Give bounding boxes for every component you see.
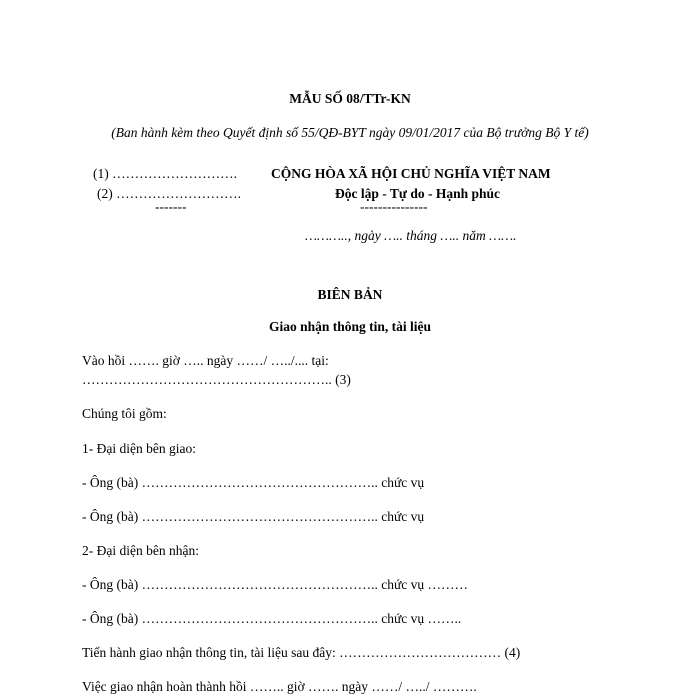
place-line: ……………………………………………….. (3) (82, 372, 351, 387)
form-code: MẪU SỐ 08/TTr-KN (289, 91, 411, 106)
agency-line-1: (1) ………………………. (93, 166, 237, 181)
agency-line-2: (2) ………………………. (97, 186, 241, 201)
date-line: ……….., ngày ….. tháng ….. năm ……. (305, 228, 517, 243)
we-include: Chúng tôi gồm: (82, 406, 167, 421)
agency-divider: ------- (155, 199, 187, 214)
issued-note: (Ban hành kèm theo Quyết định số 55/QĐ-BYT ngày 09/01/2017 của Bộ trưởng Bộ Y tế) (111, 125, 589, 140)
republic-name: CỘNG HÒA XÃ HỘI CHỦ NGHĨA VIỆT NAM (271, 166, 551, 181)
receiver-person-1: - Ông (bà) …………………………………………….. chức vụ ……… (82, 577, 469, 592)
completion-line: Việc giao nhận hoàn thành hồi …….. giờ ……. ngày ……/ …../ ………. (82, 679, 477, 694)
giver-person-1: - Ông (bà) …………………………………………….. chức vụ (82, 475, 425, 490)
document-subtitle: Giao nhận thông tin, tài liệu (268, 319, 432, 334)
motto-divider: --------------- (360, 199, 428, 214)
document-title: BIÊN BẢN (317, 287, 383, 302)
receiver-heading: 2- Đại diện bên nhận: (82, 543, 199, 558)
receiver-person-2: - Ông (bà) …………………………………………….. chức vụ …….. (82, 611, 462, 626)
giver-heading: 1- Đại diện bên giao: (82, 441, 196, 456)
proceed-line: Tiến hành giao nhận thông tin, tài liệu sau đây: ……………………………… (4) (82, 645, 521, 660)
national-motto: Độc lập - Tự do - Hạnh phúc (335, 186, 501, 201)
time-line: Vào hồi ……. giờ ….. ngày ……/ …../.... tại: (82, 353, 329, 368)
giver-person-2: - Ông (bà) …………………………………………….. chức vụ (82, 509, 425, 524)
